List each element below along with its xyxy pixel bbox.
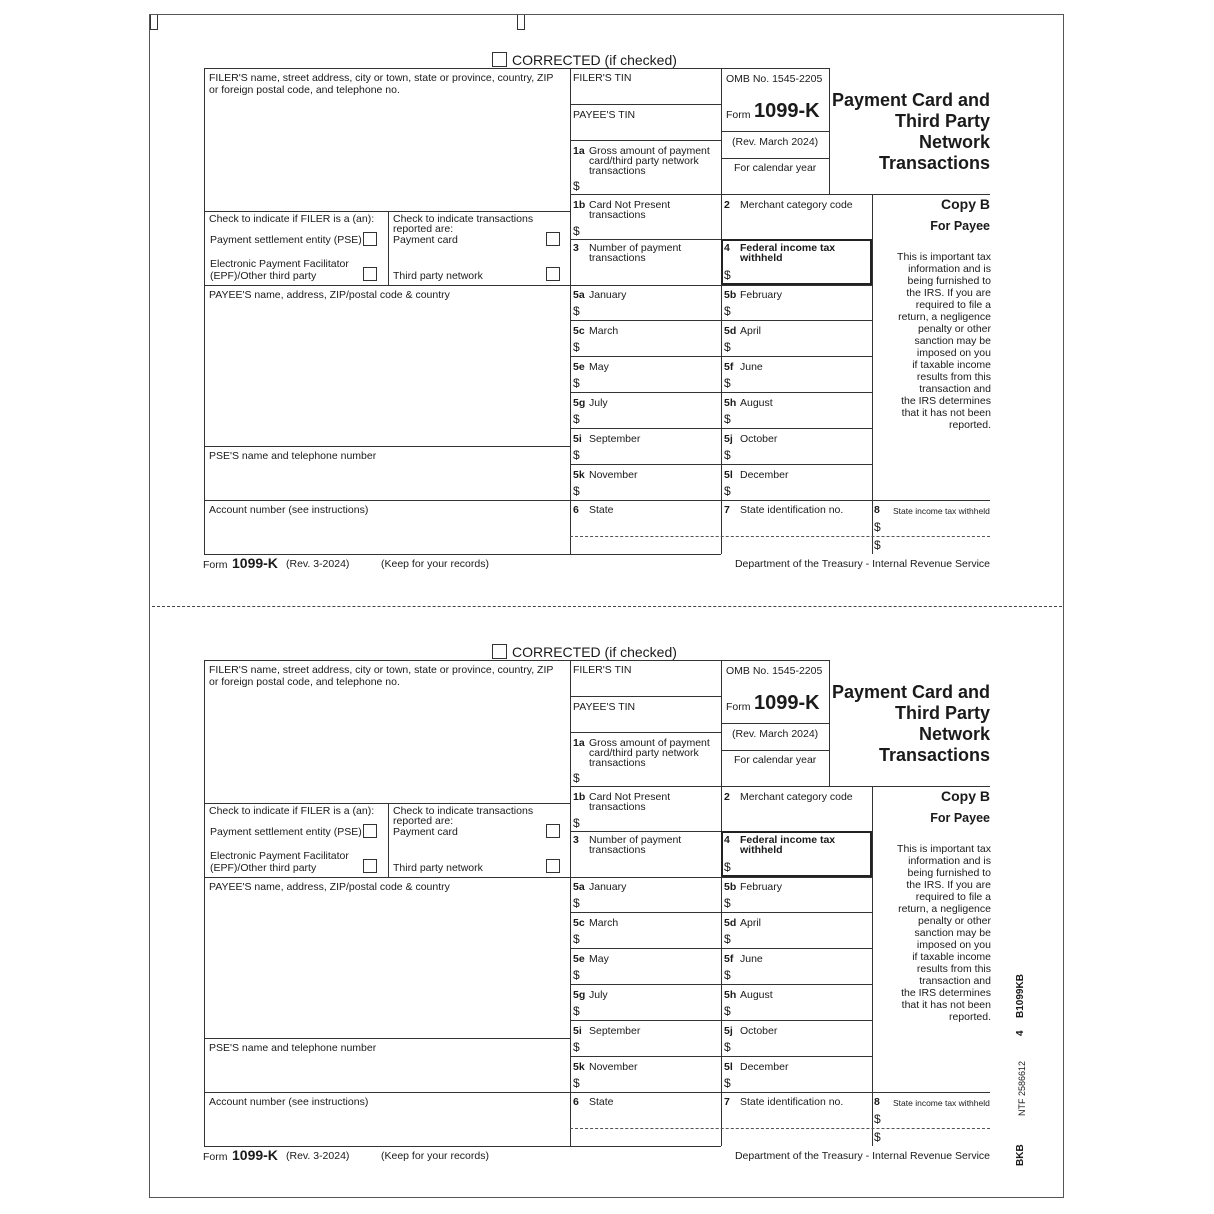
- form-title-line: Third Party: [894, 111, 990, 131]
- filer-tin-field[interactable]: [571, 678, 720, 695]
- box2-number: 2: [724, 791, 730, 803]
- footer-keep-records: (Keep for your records): [381, 1150, 489, 1162]
- box5f-label: June: [740, 361, 763, 373]
- box1a-number: 1a: [573, 737, 585, 749]
- notice-line: required to file a: [915, 299, 991, 311]
- box8-dollar: $: [874, 1112, 881, 1126]
- notice-line: penalty or other: [918, 323, 991, 335]
- box5j-label: October: [740, 433, 778, 445]
- box5f-dollar: $: [724, 968, 731, 982]
- box4-label: Federal income tax: [740, 834, 836, 846]
- notice-line: that it has not been: [901, 407, 991, 419]
- notice-line: required to file a: [915, 891, 991, 903]
- corrected-checkbox[interactable]: [492, 644, 507, 659]
- box4-amount-field[interactable]: [733, 857, 869, 875]
- side-code-4: 4: [1015, 1030, 1026, 1036]
- box1a-dollar: $: [573, 179, 580, 193]
- box5a-number: 5a: [573, 289, 585, 301]
- notice-line: results from this: [916, 371, 991, 383]
- account-number-label: Account number (see instructions): [209, 1096, 369, 1108]
- payee-name-field[interactable]: [205, 303, 569, 445]
- notice-line: imposed on you: [916, 347, 991, 359]
- box5b-amount-field[interactable]: [733, 895, 870, 911]
- form-title-line: Third Party: [894, 703, 990, 723]
- box4-dollar: $: [724, 860, 731, 874]
- box5l-dollar: $: [724, 484, 731, 498]
- notice-line: the IRS. If you are: [906, 879, 991, 891]
- footer-department: Department of the Treasury - Internal Revenue Service: [734, 1150, 990, 1162]
- box5i-label: September: [589, 433, 641, 445]
- filer-type-label: Check to indicate if FILER is a (an):: [209, 805, 375, 817]
- box1b-dollar: $: [573, 224, 580, 238]
- box1b-number: 1b: [573, 199, 586, 211]
- side-code-ntf: NTF 2586612: [1017, 1060, 1027, 1116]
- box1b-number: 1b: [573, 791, 586, 803]
- box5i-amount-field[interactable]: [582, 447, 719, 463]
- payee-tin-label: PAYEE'S TIN: [573, 701, 636, 713]
- box5k-label: November: [589, 469, 638, 481]
- box4-dollar: $: [724, 268, 731, 282]
- box5g-dollar: $: [573, 1004, 580, 1018]
- box5a-dollar: $: [573, 304, 580, 318]
- box6-field[interactable]: [571, 1110, 720, 1145]
- third-party-network-checkbox[interactable]: [546, 859, 560, 873]
- payee-tin-field[interactable]: [571, 122, 720, 139]
- box8-number: 8: [874, 1096, 880, 1108]
- calendar-year-field[interactable]: [722, 176, 828, 193]
- box8-amount-field[interactable]: [883, 518, 989, 535]
- box5c-dollar: $: [573, 340, 580, 354]
- box4-number: 4: [724, 834, 730, 846]
- box1a-amount-field[interactable]: [582, 178, 719, 193]
- box1b-dollar: $: [573, 816, 580, 830]
- transactions-type-label: Check to indicate transactions: [393, 213, 534, 225]
- box4-label-2: withheld: [740, 252, 783, 264]
- box6-number: 6: [573, 1096, 579, 1108]
- footer-form-number: 1099-K: [232, 1147, 278, 1163]
- third-party-network-label: Third party network: [393, 270, 483, 282]
- box5l-amount-field[interactable]: [733, 1075, 870, 1091]
- box5j-amount-field[interactable]: [733, 1039, 870, 1055]
- box5e-amount-field[interactable]: [582, 375, 719, 391]
- filer-name-label: FILER'S name, street address, city or town, state or province, country, ZIP: [209, 72, 554, 84]
- box5l-amount-field[interactable]: [733, 483, 870, 499]
- notice-line: return, a negligence: [898, 311, 991, 323]
- box7-label: State identification no.: [740, 504, 844, 516]
- filer-name-label-2: or foreign postal code, and telephone no.: [209, 676, 400, 688]
- box5l-number: 5l: [724, 1061, 733, 1073]
- payee-notice: [875, 251, 991, 431]
- omb-number: OMB No. 1545-2205: [726, 665, 823, 677]
- box5k-amount-field[interactable]: [582, 1075, 719, 1091]
- box7-field[interactable]: [722, 1110, 871, 1145]
- epf-label: Electronic Payment Facilitator: [210, 258, 349, 270]
- box5a-label: January: [589, 289, 627, 301]
- filer-type-label: Check to indicate if FILER is a (an):: [209, 213, 375, 225]
- pse-checkbox[interactable]: [363, 232, 377, 246]
- box5l-label: December: [740, 469, 789, 481]
- box5g-label: July: [589, 989, 608, 1001]
- copy-b-label: Copy B: [941, 196, 990, 212]
- box5h-number: 5h: [724, 989, 737, 1001]
- box5f-number: 5f: [724, 953, 734, 965]
- box5d-amount-field[interactable]: [733, 339, 870, 355]
- form-word: Form: [726, 109, 751, 121]
- box1b-label-2: transactions: [589, 209, 646, 221]
- box5g-label: July: [589, 397, 608, 409]
- notice-line: penalty or other: [918, 915, 991, 927]
- box1a-label-3: transactions: [589, 165, 646, 177]
- box5e-dollar: $: [573, 376, 580, 390]
- box1b-amount-field[interactable]: [582, 222, 719, 238]
- payment-card-checkbox[interactable]: [546, 232, 560, 246]
- box5i-amount-field[interactable]: [582, 1039, 719, 1055]
- notice-line: This is important tax: [897, 843, 991, 855]
- box5h-dollar: $: [724, 1004, 731, 1018]
- box3-label: Number of payment: [589, 242, 682, 254]
- notice-line: sanction may be: [914, 335, 991, 347]
- payee-name-label: PAYEE'S name, address, ZIP/postal code & country: [209, 289, 450, 301]
- box3-number: 3: [573, 242, 579, 254]
- notice-line: information and is: [908, 263, 991, 275]
- box5j-number: 5j: [724, 433, 733, 445]
- box5k-dollar: $: [573, 1076, 580, 1090]
- account-number-field[interactable]: [205, 518, 569, 553]
- footer-form-word: Form: [203, 1151, 228, 1163]
- box5f-label: June: [740, 953, 763, 965]
- filer-name-field[interactable]: [205, 690, 569, 802]
- box4-label-2: withheld: [740, 844, 783, 856]
- notice-line: This is important tax: [897, 251, 991, 263]
- payee-name-label: PAYEE'S name, address, ZIP/postal code & country: [209, 881, 450, 893]
- box8-dollar: $: [874, 520, 881, 534]
- epf-checkbox[interactable]: [363, 267, 377, 281]
- box1a-label-2: card/third party network: [589, 747, 699, 759]
- form-title: [829, 682, 990, 766]
- box3-field[interactable]: [571, 857, 720, 876]
- box1a-label-3: transactions: [589, 757, 646, 769]
- pse-name-field[interactable]: [205, 464, 569, 499]
- box5h-amount-field[interactable]: [733, 1003, 870, 1019]
- box5h-number: 5h: [724, 397, 737, 409]
- form-title-line: Payment Card and: [831, 90, 990, 110]
- payment-card-label: Payment card: [393, 234, 458, 246]
- form-word: Form: [726, 701, 751, 713]
- pse-name-field[interactable]: [205, 1056, 569, 1091]
- box5l-number: 5l: [724, 469, 733, 481]
- box5h-dollar: $: [724, 412, 731, 426]
- notice-line: if taxable income: [912, 359, 991, 371]
- payee-name-field[interactable]: [205, 895, 569, 1037]
- transactions-type-label-2: reported are:: [393, 223, 454, 235]
- form-title-line: Payment Card and: [831, 682, 990, 702]
- box3-label: Number of payment: [589, 834, 682, 846]
- box5b-dollar: $: [724, 304, 731, 318]
- box7-number: 7: [724, 504, 730, 516]
- box5k-number: 5k: [573, 1061, 585, 1073]
- notice-line: being furnished to: [907, 275, 991, 287]
- box5c-amount-field[interactable]: [582, 931, 719, 947]
- box5j-amount-field[interactable]: [733, 447, 870, 463]
- third-party-network-label: Third party network: [393, 862, 483, 874]
- epf-label-2: (EPF)/Other third party: [210, 862, 317, 874]
- box5c-label: March: [589, 325, 619, 337]
- revision-date: (Rev. March 2024): [732, 728, 819, 740]
- box3-number: 3: [573, 834, 579, 846]
- box7-field[interactable]: [722, 518, 871, 553]
- box5e-label: May: [589, 953, 609, 965]
- box8-number: 8: [874, 504, 880, 516]
- transactions-type-label: Check to indicate transactions: [393, 805, 534, 817]
- epf-checkbox[interactable]: [363, 859, 377, 873]
- box6-label: State: [589, 1096, 614, 1108]
- filer-name-label-2: or foreign postal code, and telephone no.: [209, 84, 400, 96]
- epf-label-2: (EPF)/Other third party: [210, 270, 317, 282]
- box5e-number: 5e: [573, 953, 585, 965]
- box1b-label: Card Not Present: [589, 791, 671, 803]
- box5a-amount-field[interactable]: [582, 895, 719, 911]
- box3-label-2: transactions: [589, 844, 646, 856]
- for-payee-label: For Payee: [930, 219, 990, 233]
- notice-line: transaction and: [919, 383, 991, 395]
- box4-number: 4: [724, 242, 730, 254]
- box5d-label: April: [740, 325, 762, 337]
- side-code-b1099kb: B1099KB: [1015, 974, 1026, 1018]
- box5d-amount-field[interactable]: [733, 931, 870, 947]
- box5g-dollar: $: [573, 412, 580, 426]
- box1a-label-2: card/third party network: [589, 155, 699, 167]
- box5g-amount-field[interactable]: [582, 411, 719, 427]
- box5h-amount-field[interactable]: [733, 411, 870, 427]
- box7-number: 7: [724, 1096, 730, 1108]
- box5h-label: August: [740, 989, 773, 1001]
- filer-tin-label: FILER'S TIN: [573, 72, 632, 84]
- pse-label: Payment settlement entity (PSE): [210, 826, 362, 838]
- box5f-number: 5f: [724, 361, 734, 373]
- transactions-type-label-2: reported are:: [393, 815, 454, 827]
- payee-notice: [875, 843, 991, 1023]
- box5l-dollar: $: [724, 1076, 731, 1090]
- box5b-number: 5b: [724, 289, 737, 301]
- box2-label: Merchant category code: [740, 199, 853, 211]
- box8-dollar-2: $: [874, 538, 881, 552]
- box5c-label: March: [589, 917, 619, 929]
- pse-checkbox[interactable]: [363, 824, 377, 838]
- box5e-number: 5e: [573, 361, 585, 373]
- box5b-label: February: [740, 881, 783, 893]
- payee-tin-field[interactable]: [571, 714, 720, 731]
- box5f-amount-field[interactable]: [733, 967, 870, 983]
- box1a-label: Gross amount of payment: [589, 145, 710, 157]
- revision-date: (Rev. March 2024): [732, 136, 819, 148]
- notice-line: the IRS determines: [901, 395, 991, 407]
- payment-card-label: Payment card: [393, 826, 458, 838]
- notice-line: transaction and: [919, 975, 991, 987]
- box6-label: State: [589, 504, 614, 516]
- notice-line: the IRS determines: [901, 987, 991, 999]
- box5f-dollar: $: [724, 376, 731, 390]
- box8-amount-field-2[interactable]: [883, 537, 989, 553]
- box5j-dollar: $: [724, 448, 731, 462]
- box8-amount-field[interactable]: [883, 1110, 989, 1127]
- third-party-network-checkbox[interactable]: [546, 267, 560, 281]
- omb-number: OMB No. 1545-2205: [726, 73, 823, 85]
- box5f-amount-field[interactable]: [733, 375, 870, 391]
- box5d-number: 5d: [724, 325, 737, 337]
- box5e-label: May: [589, 361, 609, 373]
- box8-label: State income tax withheld: [893, 1098, 990, 1108]
- box5i-number: 5i: [573, 433, 582, 445]
- form-title-line: Network: [918, 724, 990, 744]
- box5k-amount-field[interactable]: [582, 483, 719, 499]
- box6-field[interactable]: [571, 518, 720, 553]
- filer-name-field[interactable]: [205, 98, 569, 210]
- box5i-dollar: $: [573, 1040, 580, 1054]
- notice-line: imposed on you: [916, 939, 991, 951]
- footer-keep-records: (Keep for your records): [381, 558, 489, 570]
- footer-revision: (Rev. 3-2024): [286, 1150, 350, 1162]
- box5b-amount-field[interactable]: [733, 303, 870, 319]
- pse-name-label: PSE'S name and telephone number: [209, 450, 377, 462]
- box1b-label-2: transactions: [589, 801, 646, 813]
- account-number-label: Account number (see instructions): [209, 504, 369, 516]
- box5i-dollar: $: [573, 448, 580, 462]
- corrected-label: CORRECTED (if checked): [512, 52, 677, 68]
- notice-line: sanction may be: [914, 927, 991, 939]
- box5d-number: 5d: [724, 917, 737, 929]
- pse-label: Payment settlement entity (PSE): [210, 234, 362, 246]
- box5c-amount-field[interactable]: [582, 339, 719, 355]
- box5a-number: 5a: [573, 881, 585, 893]
- notice-line: return, a negligence: [898, 903, 991, 915]
- notice-line: information and is: [908, 855, 991, 867]
- box5g-number: 5g: [573, 397, 586, 409]
- notice-line: the IRS. If you are: [906, 287, 991, 299]
- box1a-dollar: $: [573, 771, 580, 785]
- box5j-dollar: $: [724, 1040, 731, 1054]
- footer-form-word: Form: [203, 559, 228, 571]
- box3-field[interactable]: [571, 265, 720, 284]
- box5g-amount-field[interactable]: [582, 1003, 719, 1019]
- for-payee-label: For Payee: [930, 811, 990, 825]
- box1b-label: Card Not Present: [589, 199, 671, 211]
- box5c-dollar: $: [573, 932, 580, 946]
- box5e-dollar: $: [573, 968, 580, 982]
- box3-label-2: transactions: [589, 252, 646, 264]
- filer-name-label: FILER'S name, street address, city or town, state or province, country, ZIP: [209, 664, 554, 676]
- box1a-number: 1a: [573, 145, 585, 157]
- box5c-number: 5c: [573, 917, 585, 929]
- box5i-label: September: [589, 1025, 641, 1037]
- box5b-label: February: [740, 289, 783, 301]
- corrected-label: CORRECTED (if checked): [512, 644, 677, 660]
- box4-label: Federal income tax: [740, 242, 836, 254]
- box5i-number: 5i: [573, 1025, 582, 1037]
- side-code-bkb: BKB: [1015, 1144, 1026, 1166]
- box8-dollar-2: $: [874, 1130, 881, 1144]
- notice-line: being furnished to: [907, 867, 991, 879]
- box2-label: Merchant category code: [740, 791, 853, 803]
- form-title: [829, 90, 990, 174]
- box1a-label: Gross amount of payment: [589, 737, 710, 749]
- epf-label: Electronic Payment Facilitator: [210, 850, 349, 862]
- box5e-amount-field[interactable]: [582, 967, 719, 983]
- account-number-field[interactable]: [205, 1110, 569, 1145]
- form-copy-top: [0, 0, 1214, 600]
- footer-department: Department of the Treasury - Internal Revenue Service: [734, 558, 990, 570]
- box5l-label: December: [740, 1061, 789, 1073]
- payment-card-checkbox[interactable]: [546, 824, 560, 838]
- box5d-label: April: [740, 917, 762, 929]
- box5b-dollar: $: [724, 896, 731, 910]
- copy-b-label: Copy B: [941, 788, 990, 804]
- box5h-label: August: [740, 397, 773, 409]
- box5a-amount-field[interactable]: [582, 303, 719, 319]
- filer-tin-label: FILER'S TIN: [573, 664, 632, 676]
- box5k-number: 5k: [573, 469, 585, 481]
- form-number: 1099-K: [754, 692, 820, 714]
- box7-label: State identification no.: [740, 1096, 844, 1108]
- filer-tin-field[interactable]: [571, 86, 720, 103]
- notice-line: that it has not been: [901, 999, 991, 1011]
- box5a-dollar: $: [573, 896, 580, 910]
- notice-line: results from this: [916, 963, 991, 975]
- form-title-line: Network: [918, 132, 990, 152]
- box5j-label: October: [740, 1025, 778, 1037]
- notice-line: if taxable income: [912, 951, 991, 963]
- notice-line: reported.: [948, 1011, 991, 1023]
- box4-amount-field[interactable]: [733, 265, 869, 283]
- calendar-year-field[interactable]: [722, 768, 828, 785]
- box5k-dollar: $: [573, 484, 580, 498]
- form-copy-bottom: [0, 592, 1214, 1192]
- notice-line: reported.: [948, 419, 991, 431]
- box5d-dollar: $: [724, 340, 731, 354]
- box6-number: 6: [573, 504, 579, 516]
- box8-amount-field-2[interactable]: [883, 1129, 989, 1145]
- box5g-number: 5g: [573, 989, 586, 1001]
- box5d-dollar: $: [724, 932, 731, 946]
- form-title-line: Transactions: [878, 745, 990, 765]
- box5a-label: January: [589, 881, 627, 893]
- box2-number: 2: [724, 199, 730, 211]
- footer-form-number: 1099-K: [232, 555, 278, 571]
- calendar-year-label: For calendar year: [734, 754, 817, 766]
- box8-label: State income tax withheld: [893, 506, 990, 516]
- box1a-amount-field[interactable]: [582, 770, 719, 785]
- box1b-amount-field[interactable]: [582, 814, 719, 830]
- pse-name-label: PSE'S name and telephone number: [209, 1042, 377, 1054]
- payee-tin-label: PAYEE'S TIN: [573, 109, 636, 121]
- box5c-number: 5c: [573, 325, 585, 337]
- form-title-line: Transactions: [878, 153, 990, 173]
- calendar-year-label: For calendar year: [734, 162, 817, 174]
- corrected-checkbox[interactable]: [492, 52, 507, 67]
- box5b-number: 5b: [724, 881, 737, 893]
- form-number: 1099-K: [754, 100, 820, 122]
- box5k-label: November: [589, 1061, 638, 1073]
- box5j-number: 5j: [724, 1025, 733, 1037]
- footer-revision: (Rev. 3-2024): [286, 558, 350, 570]
